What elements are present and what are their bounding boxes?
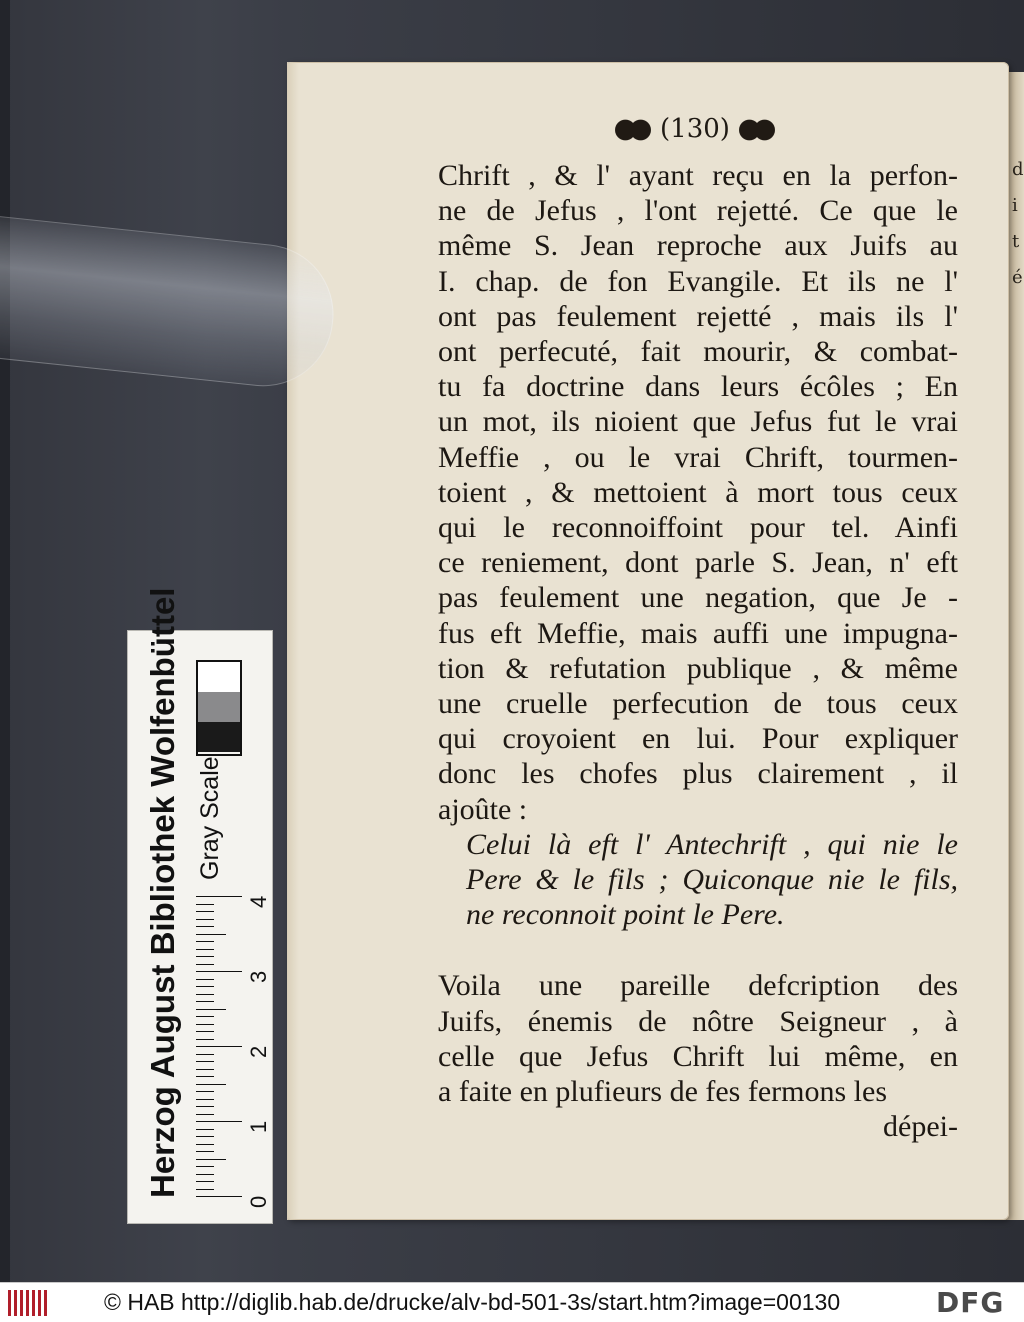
ruler-tick: [196, 1076, 214, 1077]
hab-logo-icon: [8, 1290, 48, 1316]
text-line: ont perfecuté, fait mourir, & combat-: [438, 335, 958, 369]
page-header: [610, 114, 780, 144]
ruler-tick: [196, 941, 214, 942]
ruler-tick: [196, 911, 214, 912]
ruler-tick: [196, 919, 214, 920]
ruler-tick: [196, 1196, 242, 1197]
ruler-tick: [196, 1001, 214, 1002]
quote-paragraph: [438, 827, 958, 933]
ruler-tick: [196, 1009, 226, 1010]
text-line: Pere & le fils ; Quiconque nie le fils,: [466, 863, 958, 897]
ruler-tick: [196, 1114, 214, 1115]
ruler-tick: [196, 1024, 214, 1025]
ruler-tick: [196, 971, 242, 972]
ornament-left-icon: [614, 119, 652, 141]
text-line: ajoûte :: [438, 792, 528, 826]
text-line: même S. Jean reproche aux Juifs au: [438, 229, 958, 263]
ruler-tick: [196, 1189, 214, 1190]
second-paragraph: [438, 968, 958, 1109]
ruler-tick: [196, 1016, 214, 1017]
ruler-tick: [196, 1054, 214, 1055]
ruler-number: 1: [246, 1120, 271, 1133]
dfg-logo: DFG: [936, 1286, 1005, 1319]
text-line: ne de Jefus , l'ont rejetté. Ce que le: [438, 194, 958, 228]
text-line: une cruelle perfecution de tous ceux: [438, 687, 958, 721]
text-line: tu fa doctrine dans leurs écôles ; En: [438, 370, 958, 404]
swatch-white: [198, 662, 240, 692]
footer-bar: [0, 1282, 1024, 1322]
text-line: Chrift , & l' ayant reçu en la perfon-: [438, 159, 958, 192]
ruler-tick: [196, 949, 214, 950]
body-paragraph: [438, 158, 958, 827]
ruler-tick: [196, 1159, 226, 1160]
text-line: pas feulement une negation, que Je -: [438, 581, 958, 615]
text-line: toient , & mettoient à mort tous ceux: [438, 475, 958, 509]
text-line: Juifs, énemis de nôtre Seigneur , à: [438, 1004, 958, 1038]
ruler-tick: [196, 1091, 214, 1092]
ruler-tick: [196, 1099, 214, 1100]
scale-title: Herzog August Bibliothek Wolfenbüttel: [144, 587, 181, 1198]
ruler-tick: [196, 934, 226, 935]
text-line: tion & refutation publique , & même: [438, 651, 958, 685]
text-line: un mot, ils nioient que Jefus fut le vrai: [438, 405, 958, 439]
text-line: a faite en plufieurs de fes fermons les: [438, 1075, 887, 1109]
ruler-tick: [196, 1084, 226, 1085]
text-line: ce reniement, dont parle S. Jean, n' eft: [438, 546, 958, 580]
next-page-letter: i: [1012, 195, 1018, 216]
ruler-tick: [196, 1121, 242, 1122]
binding-edge: [0, 0, 10, 1282]
paragraph-gap: [438, 932, 958, 968]
catchword: dépei-: [883, 1110, 958, 1144]
text-line: Celui là eft l' Antechrift , qui nie le: [466, 827, 958, 861]
ruler-tick: [196, 1106, 214, 1107]
page-text: [438, 158, 958, 1144]
swatch-gray: [198, 692, 240, 722]
text-line: donc les chofes plus clairement , il: [438, 757, 958, 791]
ruler-tick: [196, 956, 214, 957]
ruler-tick: [196, 986, 214, 987]
gray-scale-label: Gray Scale: [196, 756, 224, 880]
swatch-black: [198, 722, 240, 752]
ruler-tick: [196, 1181, 214, 1182]
ruler: [196, 896, 244, 1196]
next-page-letter: t: [1012, 231, 1020, 252]
ruler-tick: [196, 964, 214, 965]
ruler-tick: [196, 1061, 214, 1062]
ruler-tick: [196, 1174, 214, 1175]
ruler-tick: [196, 1039, 214, 1040]
ruler-tick: [196, 1069, 214, 1070]
text-line: Voila une pareille defcription des: [438, 969, 958, 1003]
ruler-tick: [196, 1151, 214, 1152]
ruler-tick: [196, 896, 242, 897]
ruler-tick: [196, 1136, 214, 1137]
ruler-number: 2: [246, 1045, 271, 1058]
ruler-tick: [196, 904, 214, 905]
ruler-tick: [196, 1129, 214, 1130]
ruler-tick: [196, 979, 214, 980]
ruler-tick: [196, 1031, 214, 1032]
ruler-number: 4: [246, 895, 271, 908]
ruler-tick: [196, 1046, 242, 1047]
next-page-letter: é: [1012, 267, 1023, 288]
ruler-tick: [196, 1144, 214, 1145]
text-line: fus eft Meffie, mais auffi une impugna-: [438, 616, 958, 650]
next-page-letters: [1012, 152, 1024, 296]
text-line: Meffie , ou le vrai Chrift, tourmen-: [438, 440, 958, 474]
gray-swatches: [196, 660, 242, 756]
text-line: qui le reconnoiffoint pour tel. Ainfi: [438, 511, 958, 545]
text-line: I. chap. de fon Evangile. Et ils ne l': [438, 264, 958, 298]
text-line: ne reconnoit point le Pere.: [466, 898, 785, 932]
ornament-right-icon: [738, 119, 776, 141]
page-number: (130): [660, 114, 730, 144]
ruler-number: 0: [246, 1195, 271, 1208]
text-line: qui croyoient en lui. Pour expliquer: [438, 722, 958, 756]
ruler-number: 3: [246, 970, 271, 983]
next-page-letter: d: [1012, 159, 1024, 180]
text-line: ont pas feulement rejetté , mais ils l': [438, 299, 958, 333]
text-line: celle que Jefus Chrift lui même, en: [438, 1039, 958, 1073]
ruler-tick: [196, 926, 214, 927]
ruler-tick: [196, 994, 214, 995]
copyright-link[interactable]: © HAB http://diglib.hab.de/drucke/alv-bd-501-3s/start.htm?image=00130: [104, 1289, 841, 1315]
ruler-tick: [196, 1166, 214, 1167]
